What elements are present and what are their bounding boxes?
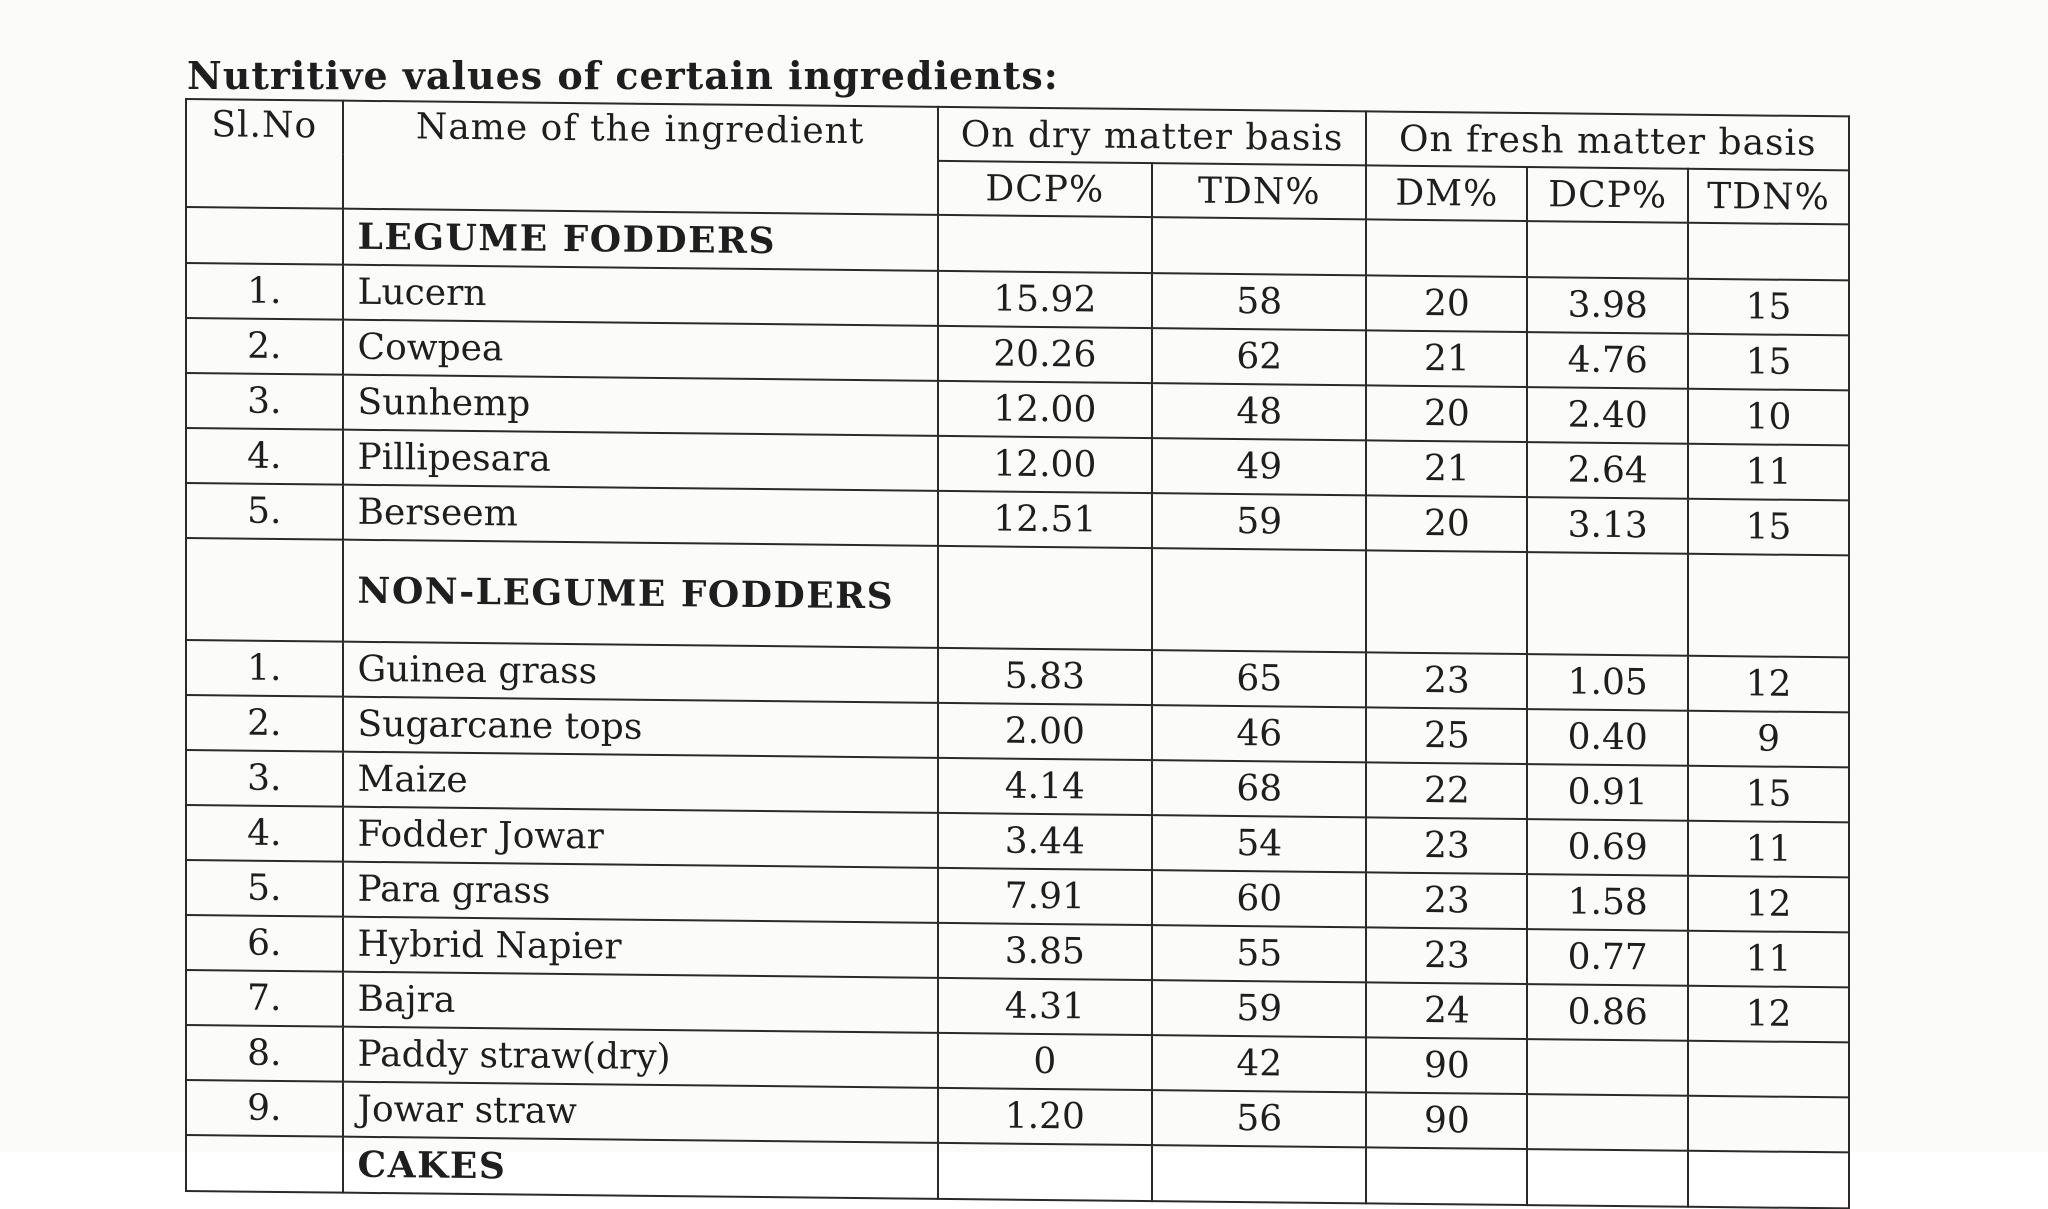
row-dry-tdn: 54: [1152, 815, 1366, 872]
row-sl-no: 4.: [186, 805, 343, 862]
row-ingredient-name: Cowpea: [343, 320, 938, 381]
section-empty-cell: [1527, 552, 1688, 656]
row-fresh-tdn: 15: [1688, 279, 1849, 336]
section-sl-cell: [186, 538, 343, 642]
row-dry-tdn: 55: [1152, 925, 1366, 982]
section-title: CAKES: [343, 1137, 938, 1199]
document-title: Nutritive values of certain ingredients:: [187, 53, 1059, 98]
row-fresh-tdn: 15: [1688, 499, 1849, 556]
row-sl-no: 1.: [186, 640, 343, 697]
row-fresh-dcp: 0.86: [1527, 984, 1688, 1041]
section-empty-cell: [938, 1143, 1152, 1201]
row-dry-tdn: 60: [1152, 870, 1366, 927]
row-sl-no: 2.: [186, 695, 343, 752]
row-dry-dcp: 12.00: [938, 381, 1152, 438]
row-dry-dcp: 1.20: [938, 1088, 1152, 1145]
row-fresh-tdn: 12: [1688, 656, 1849, 713]
header-ingredient-name: Name of the ingredient: [343, 101, 938, 215]
row-ingredient-name: Bajra: [343, 972, 938, 1033]
row-fresh-dcp: 3.13: [1527, 497, 1688, 554]
section-sl-cell: [186, 1135, 343, 1193]
row-fresh-dm: 20: [1366, 275, 1527, 332]
row-fresh-dm: 90: [1366, 1037, 1527, 1094]
table-header: [186, 99, 1849, 224]
row-sl-no: 2.: [186, 318, 343, 375]
row-dry-tdn: 42: [1152, 1035, 1366, 1092]
row-dry-dcp: 4.31: [938, 978, 1152, 1035]
row-fresh-dm: 20: [1366, 385, 1527, 442]
section-empty-cell: [1152, 217, 1366, 275]
row-ingredient-name: Berseem: [343, 485, 938, 546]
row-sl-no: 8.: [186, 1025, 343, 1082]
row-dry-tdn: 59: [1152, 980, 1366, 1037]
row-fresh-tdn: 12: [1688, 986, 1849, 1043]
nutritive-table-wrapper: [185, 98, 1850, 1188]
row-ingredient-name: Sugarcane tops: [343, 697, 938, 758]
row-dry-tdn: 46: [1152, 705, 1366, 762]
row-sl-no: 6.: [186, 915, 343, 972]
row-ingredient-name: Para grass: [343, 862, 938, 923]
row-fresh-dm: 90: [1366, 1092, 1527, 1149]
section-title: NON-LEGUME FODDERS: [343, 540, 938, 648]
row-fresh-tdn: [1688, 1096, 1849, 1153]
row-sl-no: 1.: [186, 263, 343, 320]
row-sl-no: 5.: [186, 860, 343, 917]
row-fresh-dm: 23: [1366, 817, 1527, 874]
header-fresh-matter-basis: On fresh matter basis: [1366, 111, 1849, 170]
row-fresh-tdn: 11: [1688, 931, 1849, 988]
section-empty-cell: [1366, 1147, 1527, 1205]
row-ingredient-name: Lucern: [343, 265, 938, 326]
row-fresh-dcp: 3.98: [1527, 277, 1688, 334]
row-dry-dcp: 0: [938, 1033, 1152, 1090]
row-fresh-dcp: 0.77: [1527, 929, 1688, 986]
section-empty-cell: [1152, 1145, 1366, 1203]
row-fresh-dm: 23: [1366, 652, 1527, 709]
row-fresh-dcp: [1527, 1094, 1688, 1151]
row-fresh-dm: 25: [1366, 707, 1527, 764]
row-sl-no: 9.: [186, 1080, 343, 1137]
section-empty-cell: [1527, 1149, 1688, 1207]
row-dry-dcp: 15.92: [938, 271, 1152, 328]
section-empty-cell: [1366, 550, 1527, 654]
row-fresh-dcp: 2.64: [1527, 442, 1688, 499]
row-dry-tdn: 58: [1152, 273, 1366, 330]
row-fresh-dm: 20: [1366, 495, 1527, 552]
header-dry-dcp: DCP%: [938, 161, 1152, 217]
row-fresh-dcp: 1.05: [1527, 654, 1688, 711]
row-fresh-dcp: 0.69: [1527, 819, 1688, 876]
row-fresh-dcp: 2.40: [1527, 387, 1688, 444]
row-fresh-tdn: 11: [1688, 821, 1849, 878]
row-dry-dcp: 7.91: [938, 868, 1152, 925]
row-ingredient-name: Sunhemp: [343, 375, 938, 436]
row-dry-dcp: 4.14: [938, 758, 1152, 815]
header-dry-tdn: TDN%: [1152, 163, 1366, 219]
row-ingredient-name: Fodder Jowar: [343, 807, 938, 868]
table-body: [186, 207, 1849, 1208]
row-dry-dcp: 2.00: [938, 703, 1152, 760]
section-sl-cell: [186, 207, 343, 265]
row-dry-tdn: 49: [1152, 438, 1366, 495]
row-ingredient-name: Guinea grass: [343, 642, 938, 703]
row-dry-dcp: 3.85: [938, 923, 1152, 980]
row-dry-tdn: 59: [1152, 493, 1366, 550]
row-dry-tdn: 68: [1152, 760, 1366, 817]
header-sl-no: Sl.No: [186, 99, 343, 209]
row-fresh-dm: 23: [1366, 927, 1527, 984]
row-dry-dcp: 3.44: [938, 813, 1152, 870]
row-fresh-tdn: 15: [1688, 766, 1849, 823]
row-fresh-tdn: 11: [1688, 444, 1849, 501]
row-fresh-tdn: 15: [1688, 334, 1849, 391]
row-fresh-dm: 22: [1366, 762, 1527, 819]
row-dry-tdn: 65: [1152, 650, 1366, 707]
section-empty-cell: [938, 546, 1152, 650]
row-fresh-tdn: 9: [1688, 711, 1849, 768]
row-sl-no: 3.: [186, 750, 343, 807]
row-fresh-tdn: 10: [1688, 389, 1849, 446]
row-fresh-dm: 23: [1366, 872, 1527, 929]
row-fresh-tdn: [1688, 1041, 1849, 1098]
row-ingredient-name: Paddy straw(dry): [343, 1027, 938, 1088]
row-dry-tdn: 56: [1152, 1090, 1366, 1147]
header-fresh-dcp: DCP%: [1527, 167, 1688, 223]
row-fresh-dcp: 4.76: [1527, 332, 1688, 389]
row-sl-no: 4.: [186, 428, 343, 485]
row-fresh-dm: 21: [1366, 330, 1527, 387]
section-empty-cell: [1527, 221, 1688, 279]
row-dry-tdn: 48: [1152, 383, 1366, 440]
row-dry-dcp: 5.83: [938, 648, 1152, 705]
row-fresh-dm: 21: [1366, 440, 1527, 497]
header-dry-matter-basis: On dry matter basis: [938, 107, 1367, 165]
section-empty-cell: [1688, 554, 1849, 658]
section-empty-cell: [1152, 548, 1366, 652]
row-fresh-tdn: 12: [1688, 876, 1849, 933]
row-ingredient-name: Hybrid Napier: [343, 917, 938, 978]
nutritive-values-table: [185, 98, 1850, 1209]
section-empty-cell: [1366, 219, 1527, 277]
row-dry-tdn: 62: [1152, 328, 1366, 385]
section-empty-cell: [1688, 1151, 1849, 1209]
section-title: LEGUME FODDERS: [343, 209, 938, 271]
row-sl-no: 5.: [186, 483, 343, 540]
row-sl-no: 3.: [186, 373, 343, 430]
section-empty-cell: [1688, 223, 1849, 281]
row-sl-no: 7.: [186, 970, 343, 1027]
row-fresh-dcp: [1527, 1039, 1688, 1096]
row-fresh-dcp: 1.58: [1527, 874, 1688, 931]
section-row: [186, 538, 1849, 657]
header-fresh-dm: DM%: [1366, 165, 1527, 221]
header-row-top: [186, 99, 1849, 170]
row-dry-dcp: 20.26: [938, 326, 1152, 383]
section-empty-cell: [938, 215, 1152, 273]
row-ingredient-name: Maize: [343, 752, 938, 813]
header-fresh-tdn: TDN%: [1688, 169, 1849, 225]
row-fresh-dcp: 0.91: [1527, 764, 1688, 821]
row-ingredient-name: Jowar straw: [343, 1082, 938, 1143]
row-ingredient-name: Pillipesara: [343, 430, 938, 491]
row-fresh-dcp: 0.40: [1527, 709, 1688, 766]
row-dry-dcp: 12.51: [938, 491, 1152, 548]
row-fresh-dm: 24: [1366, 982, 1527, 1039]
row-dry-dcp: 12.00: [938, 436, 1152, 493]
